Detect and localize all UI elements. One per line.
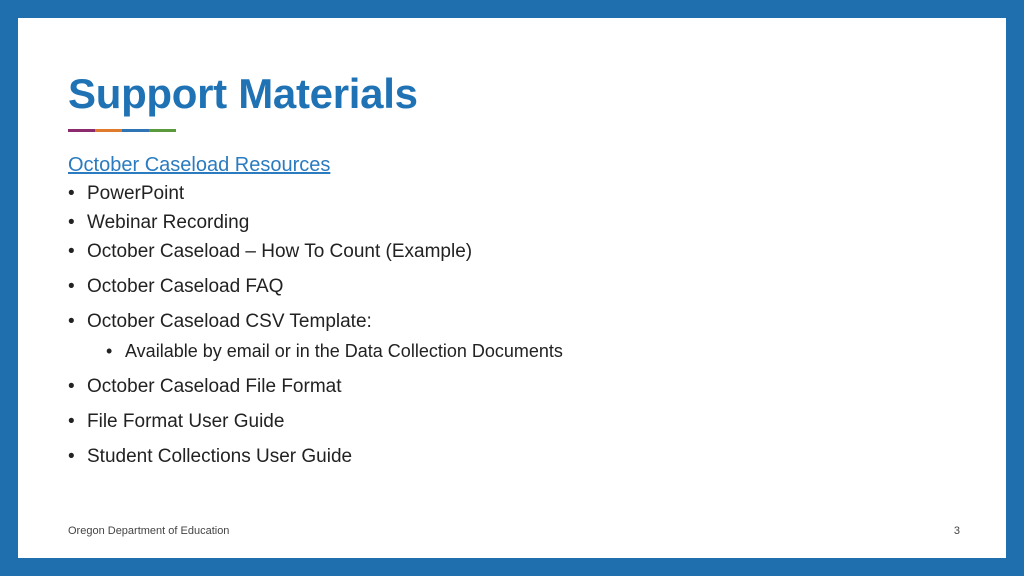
accent-segment-1 <box>68 129 95 132</box>
bullet-item <box>68 183 184 205</box>
bullet-glyph: • <box>68 411 75 432</box>
sub-bullet-item <box>106 341 563 362</box>
page-number: 3 <box>953 525 960 537</box>
bullet-item <box>68 376 342 398</box>
accent-segment-4 <box>149 129 176 132</box>
title-accent-bar <box>68 129 176 132</box>
bullet-item <box>68 446 352 468</box>
bullet-item <box>68 311 372 333</box>
bullet-text: October Caseload FAQ <box>87 276 284 297</box>
bullet-text: October Caseload – How To Count (Example) <box>87 241 473 262</box>
footer-organization: Oregon Department of Education <box>68 525 230 537</box>
bullet-text: October Caseload File Format <box>87 376 342 397</box>
slide <box>18 18 1006 558</box>
bullet-glyph: • <box>68 276 75 297</box>
bullet-text: October Caseload CSV Template: <box>87 311 372 332</box>
bullet-glyph: • <box>68 376 75 397</box>
bullet-glyph: • <box>68 241 75 262</box>
bullet-glyph: • <box>68 311 75 332</box>
october-caseload-resources-link[interactable]: October Caseload Resources <box>68 154 331 176</box>
bullet-glyph: • <box>68 183 75 204</box>
slide-title: Support Materials <box>68 70 418 117</box>
bullet-text: File Format User Guide <box>87 411 285 432</box>
bullet-item <box>68 411 284 433</box>
bullet-item <box>68 276 283 298</box>
accent-segment-3 <box>122 129 149 132</box>
bullet-item <box>68 212 249 234</box>
bullet-glyph: • <box>68 446 75 467</box>
bullet-text: Webinar Recording <box>87 212 250 233</box>
bullet-text: PowerPoint <box>87 183 185 204</box>
bullet-glyph: • <box>106 341 113 361</box>
bullet-text: Student Collections User Guide <box>87 446 353 467</box>
bullet-glyph: • <box>68 212 75 233</box>
accent-segment-2 <box>95 129 122 132</box>
bullet-item <box>68 241 472 263</box>
bullet-text: Available by email or in the Data Collection Documents <box>125 341 563 361</box>
